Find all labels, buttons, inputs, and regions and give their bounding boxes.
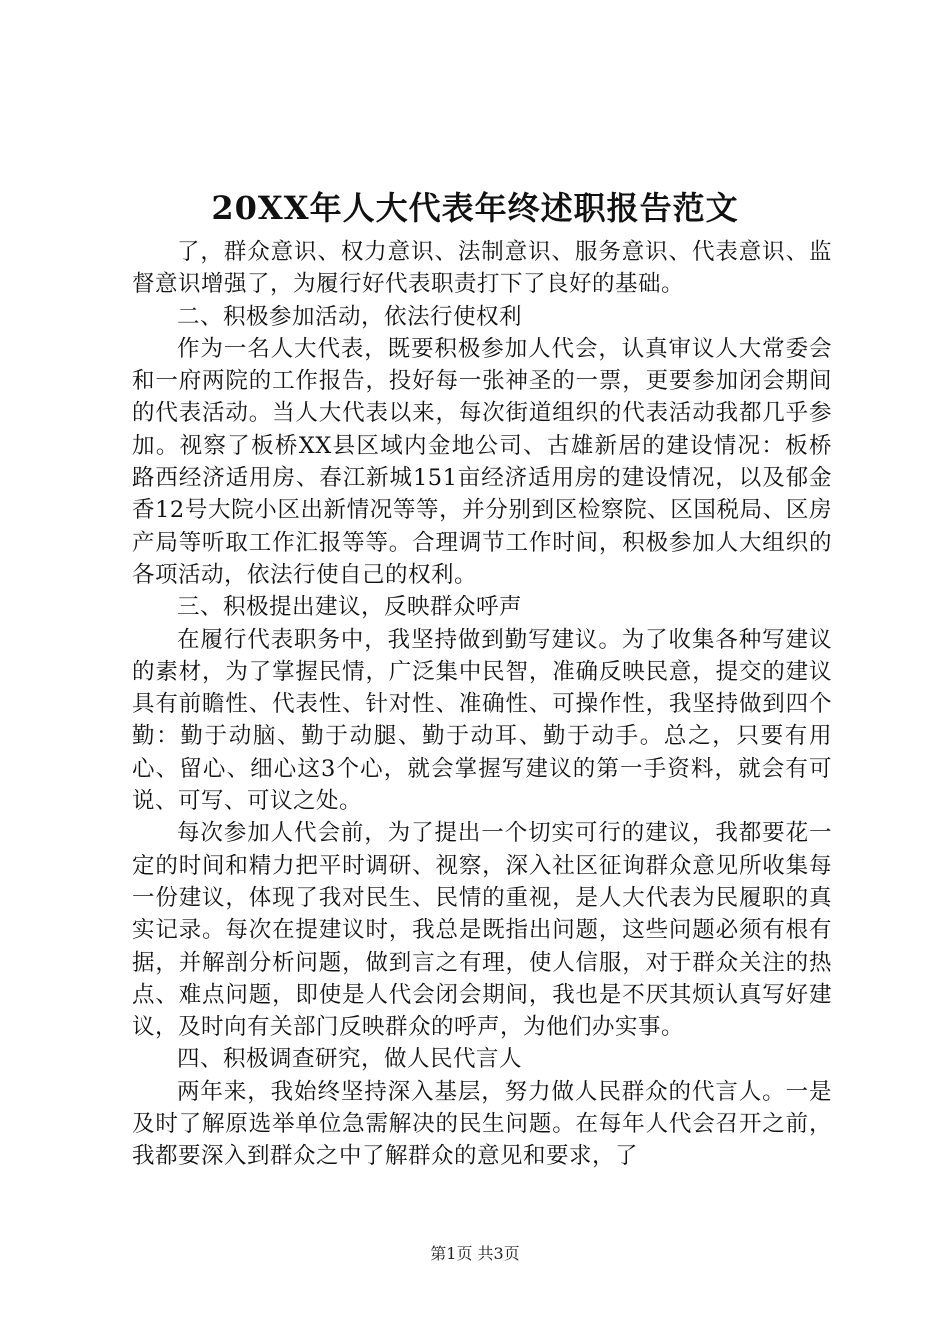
section-heading-2: 二、积极参加活动，依法行使权利 [177,303,523,330]
page-footer: 第1页 共3页 [430,1244,520,1263]
paragraph: 两年来，我始终坚持深入基层，努力做人民群众的代言人。一是及时了解原选举单位急需解决的民生问题。在每年人代会召开之前，我都要深入到群众之中了解群众的意见和要求，了 [132,1078,832,1170]
document-body [132,236,832,1173]
paragraph: 在履行代表职务中，我坚持做到勤写建议。为了收集各种写建议的素材，为了掌握民情，广泛集中民智，准确反映民意，提交的建议具有前瞻性、代表性、针对性、准确性、可操作性，我坚持做到四个勤：勤于动脑、勤于动腿、勤于动耳、勤于动手。总之，只要有用心、留心、细心这3个心，就会掌握写建议的第一手资料，就会有可说、可写、可议之处。 [132,626,832,815]
paragraph: 每次参加人代会前，为了提出一个切实可行的建议，我都要花一定的时间和精力把平时调研、视察，深入社区征询群众意见所收集每一份建议，体现了我对民生、民情的重视，是人大代表为民履职的真实记录。每次在提建议时，我总是既指出问题，这些问题必须有根有据，并解剖分析问题，做到言之有理，使人信服，对于群众关注的热点、难点问题，即使是人代会闭会期间，我也是不厌其烦认真写好建议，及时向有关部门反映群众的呼声，为他们办实事。 [132,820,832,1041]
section-heading-4: 四、积极调查研究，做人民代言人 [177,1046,523,1073]
paragraph-continuation: 了，群众意识、权力意识、法制意识、服务意识、代表意识、监督意识增强了，为履行好代表职责打下了良好的基础。 [132,239,832,298]
paragraph: 作为一名人大代表，既要积极参加人代会，认真审议人大常委会和一府两院的工作报告，投好每一张神圣的一票，更要参加闭会期间的代表活动。当人大代表以来，每次街道组织的代表活动我都几乎参加。视察了板桥XX县区域内金地公司、古雄新居的建设情况：板桥路西经济适用房、春江新城151亩经济适用房的建设情况，以及郁金香12号大院小区出新情况等等，并分别到区检察院、区国税局、区房产局等听取工作汇报等等。合理调节工作时间，积极参加人大组织的各项活动，依法行使自己的权利。 [132,335,832,588]
document-title: 20XX年人大代表年终述职报告范文 [211,189,739,227]
section-heading-3: 三、积极提出建议，反映群众呼声 [177,594,523,621]
